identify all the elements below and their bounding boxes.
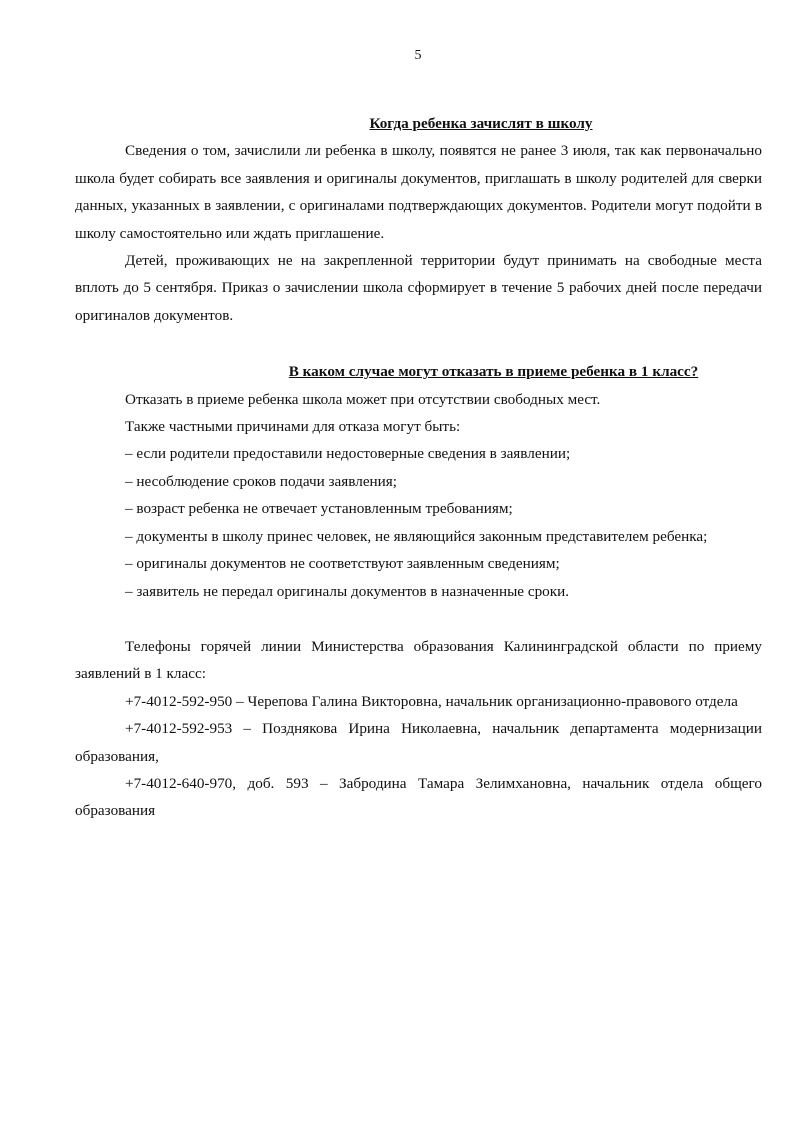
spacer xyxy=(75,605,762,633)
paragraph: Также частными причинами для отказа могут быть: xyxy=(125,418,461,436)
hotline-contact: +7-4012-592-950 – Черепова Галина Викторовна, начальник организационно-правового отдела xyxy=(125,692,738,710)
page-number: 5 xyxy=(414,48,422,63)
list-item: – документы в школу принес человек, не являющийся законным представителем ребенка; xyxy=(125,527,708,545)
spacer xyxy=(75,329,762,358)
hotline-intro: Телефоны горячей линии Министерства образования Калининградской области по приему заявлений в 1 класс: xyxy=(75,637,762,683)
list-item: – оригиналы документов не соответствуют заявленным сведениям; xyxy=(125,555,560,573)
document-body xyxy=(75,110,762,825)
list-item: – несоблюдение сроков подачи заявления; xyxy=(125,472,398,490)
list-item: – если родители предоставили недостоверные сведения в заявлении; xyxy=(125,445,571,463)
list-item: – заявитель не передал оригиналы документов в назначенные сроки. xyxy=(125,582,570,600)
section-heading-enrollment: Когда ребенка зачислят в школу xyxy=(369,115,593,132)
section-heading-refusal: В каком случае могут отказать в приеме ребенка в 1 класс? xyxy=(288,363,699,381)
list-item: – возраст ребенка не отвечает установленным требованиям; xyxy=(125,500,513,518)
paragraph: Детей, проживающих не на закрепленной территории будут принимать на свободные места вплоть до 5 сентября. Приказ о зачислении школа сформирует в течение 5 рабочих дней после передачи оригиналов документов. xyxy=(75,252,762,324)
paragraph: Сведения о том, зачислили ли ребенка в школу, появятся не ранее 3 июля, так как первоначально школа будет собирать все заявления и оригиналы документов, приглашать в школу родителей для сверки данных, указанных в заявлении, с оригиналами подтверждающих документов. Родители могут подойти в школу самостоятельно или ждать приглашение. xyxy=(75,142,762,242)
paragraph: Отказать в приеме ребенка школа может при отсутствии свободных мест. xyxy=(125,390,601,408)
hotline-contact: +7-4012-640-970, доб. 593 – Забродина Тамара Зелимхановна, начальник отдела общего образования xyxy=(75,774,762,820)
hotline-contact: +7-4012-592-953 – Позднякова Ирина Николаевна, начальник департамента модернизации образования, xyxy=(75,720,762,765)
